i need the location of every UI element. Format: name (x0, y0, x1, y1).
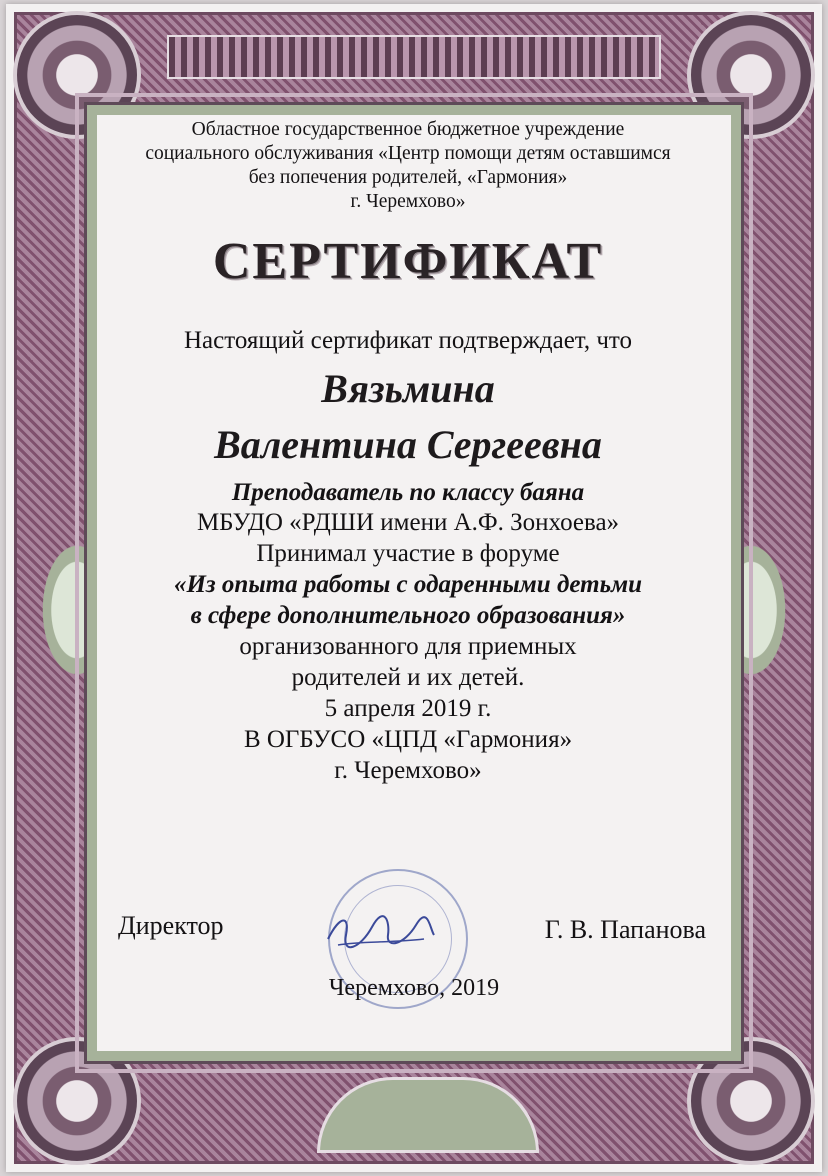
recipient-institution: МБУДО «РДШИ имени А.Ф. Зонхоева» (196, 509, 620, 536)
place-and-year: Черемхово, 2019 (328, 975, 500, 1001)
frame-bottom-ornament (317, 1077, 539, 1153)
org-line: Областное государственное бюджетное учреждение (191, 119, 625, 140)
org-line: социального обслуживания «Центр помощи детям оставшимся (145, 143, 671, 164)
signature-row (110, 905, 710, 965)
director-label: Директор (118, 911, 224, 940)
forum-title-line: «Из опыта работы с одаренными детьми (173, 571, 643, 598)
recipient-given-name: Валентина Сергеевна (214, 422, 602, 467)
recipient-role: Преподаватель по классу баяна (231, 479, 585, 506)
participation-text: Принимал участие в форуме (256, 540, 560, 567)
issuing-organization (90, 118, 726, 214)
director-name: Г. В. Папанова (544, 915, 706, 944)
org-line: г. Черемхово» (350, 191, 466, 212)
forum-title-line: в сфере дополнительного образования» (190, 602, 626, 629)
certificate-title: СЕРТИФИКАТ (212, 233, 604, 290)
venue-line: г. Черемхово» (334, 757, 482, 784)
frame-top-ornament (167, 35, 661, 79)
certificate-content (90, 118, 726, 786)
lead-text: Настоящий сертификат подтверждает, что (183, 327, 633, 354)
handwritten-signature-icon (320, 905, 440, 955)
org-line: без попечения родителей, «Гармония» (248, 167, 568, 188)
event-date: 5 апреля 2019 г. (324, 695, 492, 722)
venue-line: В ОГБУСО «ЦПД «Гармония» (243, 726, 573, 753)
recipient-surname: Вязьмина (321, 366, 495, 411)
organized-line: организованного для приемных (239, 633, 577, 660)
organized-line: родителей и их детей. (291, 664, 525, 691)
